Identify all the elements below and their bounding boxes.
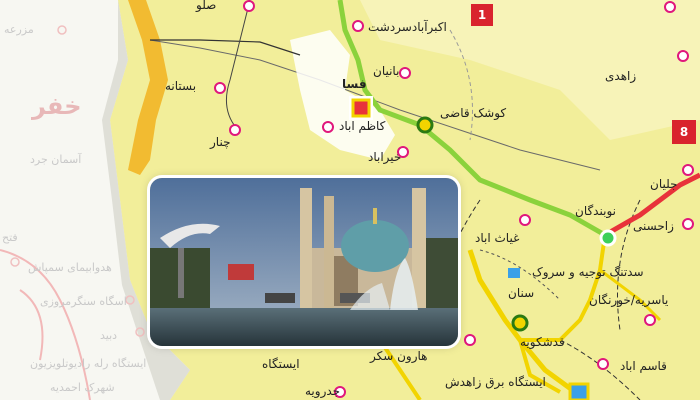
faded-place-label: اسگاه سنگرمروزی <box>40 295 127 308</box>
photo-card <box>150 178 458 346</box>
junction-marker <box>418 118 432 132</box>
water-icon <box>508 268 520 278</box>
place-label: نوبندگان <box>575 204 616 218</box>
place-dot <box>400 68 410 78</box>
place-label: کاظم اباد <box>339 119 386 133</box>
mosque-dome <box>341 220 409 272</box>
place-label: سنان <box>508 286 535 300</box>
faded-place-label: آسمان جرد <box>30 153 82 166</box>
place-label: بانیان <box>373 64 400 78</box>
place-label: ایستگاه برق زاهدش <box>445 375 546 389</box>
place-label: هارون سکر <box>370 349 428 363</box>
station-marker <box>570 384 588 400</box>
place-dot <box>665 2 675 12</box>
city-marker <box>353 100 369 116</box>
faded-region-label: خفر <box>32 92 82 120</box>
place-label: چنار <box>210 135 231 149</box>
mosque-photo <box>150 178 458 346</box>
place-label: قدشکویه <box>520 335 565 349</box>
place-label: ایستگاه <box>262 357 300 371</box>
place-label: غیاث اباد <box>475 231 520 245</box>
place-label: زاهدی <box>605 69 637 83</box>
place-dot <box>353 21 363 31</box>
place-dot <box>215 83 225 93</box>
faded-place-label: دبید <box>100 329 118 342</box>
place-dot <box>678 51 688 61</box>
place-label: جدرویه <box>305 384 341 398</box>
place-label: قاسم اباد <box>620 359 667 373</box>
junction-marker <box>601 231 615 245</box>
place-label: یاسریه/خورنگان <box>589 293 669 307</box>
place-dot <box>645 315 655 325</box>
place-label: بستانه <box>165 79 197 93</box>
car <box>265 293 295 303</box>
monument-stand <box>178 248 184 298</box>
faded-place-label: شهرک احمدیه <box>50 381 115 394</box>
place-label: زاحسنی <box>633 219 674 233</box>
route-badge: 8 <box>672 120 696 144</box>
dome-finial <box>373 208 377 224</box>
place-dot <box>323 122 333 132</box>
billboard <box>228 264 254 280</box>
place-dot <box>683 219 693 229</box>
place-label: صلو <box>196 0 217 12</box>
place-label: جلیان <box>650 177 678 191</box>
faded-place-label: هدوابیمای سمپاش <box>28 261 112 274</box>
place-label: سدتنگ توجیه و سروک <box>532 265 644 279</box>
place-label: خیراباد <box>368 150 402 164</box>
place-dot <box>520 215 530 225</box>
minaret <box>324 196 334 308</box>
faded-place-label: فتح <box>2 231 18 244</box>
place-dot <box>244 1 254 11</box>
minaret <box>300 188 312 308</box>
faded-place-label: ایستگاه رله رادیوتلویزیون <box>30 357 147 370</box>
junction-marker <box>513 316 527 330</box>
place-label: فسا <box>342 77 367 91</box>
place-dot <box>683 165 693 175</box>
place-dot <box>598 359 608 369</box>
route-badge: 1 <box>471 4 493 26</box>
photo-pool <box>150 308 458 346</box>
place-label: اکبرآبادسردشت <box>368 20 447 34</box>
place-dot <box>465 335 475 345</box>
place-label: کوشک قاضی <box>440 106 507 120</box>
faded-place-label: مزرعه <box>4 23 34 36</box>
place-dot <box>230 125 240 135</box>
